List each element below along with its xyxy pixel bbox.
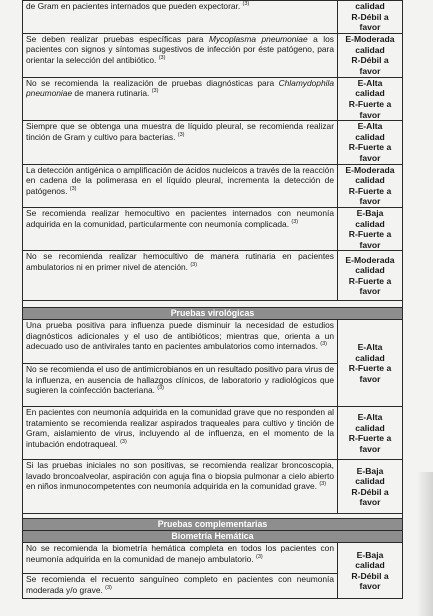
evidence-line: favor	[359, 109, 381, 120]
text-fragment: No se recomienda el uso de antimicrobianos en un resultado positivo para virus de la influenza, en ausencia de hallazgos clínicos, de laboratorio y radiológicos que sugieren la coinfección bacteriana.	[26, 364, 334, 396]
evidence-line: R-Fuerte a	[348, 185, 392, 196]
recommendation-row	[23, 407, 403, 460]
recommendation-row	[23, 543, 403, 574]
evidence-line: E-Moderada	[345, 254, 395, 265]
reference-marker: (3)	[177, 131, 185, 138]
text-fragment: de manera rutinaria.	[72, 88, 152, 99]
evidence-line: R-Fuerte a	[348, 433, 392, 444]
evidence-line: calidad	[355, 476, 385, 487]
page-edge-shadow	[417, 472, 433, 616]
evidence-grade	[338, 77, 403, 120]
section-header-row	[23, 531, 403, 543]
text-fragment: Se deben realizar pruebas específicas para	[26, 33, 209, 44]
recommendation-text	[23, 207, 338, 250]
section-title: Pruebas virológicas	[23, 308, 403, 320]
evidence-line: E-Baja	[356, 465, 384, 476]
text-fragment: En pacientes con neumonía adquirida en la comunidad grave que no responden al tratamiento se recomienda realizar aspirados traqueales para cultivo y tinción de Gram, aislamiento de virus, incluyendo al de influenza, en el momento de la intubación endotraqueal.	[26, 407, 334, 450]
text-fragment: a los pacientes con signos y síntomas sugestivos de infección por éste patógeno, para orientar la selección del antibiótico.	[26, 33, 334, 65]
recommendation-text	[23, 33, 338, 77]
evidence-line: calidad	[355, 44, 385, 55]
text-fragment: Siempre que se obtenga una muestra de líquido pleural, se recomienda realizar tinción de Gram y cultivo para bacterias.	[26, 121, 334, 142]
reference-marker: (3)	[151, 88, 159, 95]
evidence-line: calidad	[355, 175, 385, 186]
reference-marker: (3)	[291, 218, 299, 225]
section-title: Biometría Hemática	[23, 531, 403, 543]
evidence-line: R-Débil a	[351, 486, 389, 497]
recommendation-row	[23, 320, 403, 364]
evidence-line: favor	[359, 286, 381, 297]
evidence-line: calidad	[355, 265, 385, 276]
recommendations-body	[23, 1, 403, 599]
reference-marker: (3)	[158, 55, 166, 62]
text-fragment: Si las pruebas iniciales no son positivas, se recomienda realizar broncoscopia, lavado broncoalveolar, aspiración con aguja fina o biopsia pulmonar a cielo abierto en niños inmunocompetentes con neumonía adquirida en la comunidad grave.	[26, 460, 334, 492]
evidence-line: calidad	[355, 352, 385, 363]
reference-marker: (3)	[105, 585, 112, 592]
evidence-line: E-Moderada	[345, 34, 395, 45]
text-fragment: No se recomienda realizar hemocultivo de manera rutinaria en pacientes ambulatorios ni en primer nivel de atención.	[26, 251, 334, 272]
evidence-line: R-Débil a	[351, 11, 389, 22]
spacer-cell	[23, 301, 403, 308]
evidence-line: calidad	[355, 1, 385, 11]
text-fragment: Se recomienda el recuento sanguíneo completo en pacientes con neumonía moderada y/o grave.	[26, 574, 334, 595]
evidence-grade	[338, 407, 403, 460]
evidence-grade	[338, 460, 403, 514]
evidence-line: R-Débil a	[351, 55, 389, 66]
evidence-line: favor	[359, 239, 381, 250]
text-fragment: La detección antigénica o amplificación de ácidos nucleicos a través de la reacción en cadena de la polimerasa en el líquido pleural, incrementa la detección de patógenos.	[26, 164, 334, 196]
reference-marker: (3)	[319, 481, 327, 488]
evidence-line: calidad	[355, 88, 385, 99]
evidence-grade	[338, 251, 403, 301]
recommendation-row	[23, 207, 403, 250]
evidence-grade	[338, 164, 403, 207]
section-header-row	[23, 308, 403, 320]
evidence-line: favor	[359, 22, 381, 33]
reference-marker: (3)	[69, 185, 77, 192]
evidence-grade	[338, 121, 403, 164]
text-fragment: Se recomienda realizar hemocultivo en pacientes internados con neumonía adquirida en la comunidad, particularmente con neumonía complicada.	[26, 207, 334, 229]
recommendation-row	[23, 1, 403, 34]
evidence-grade	[338, 33, 403, 77]
reference-marker: (3)	[120, 439, 127, 446]
reference-marker: (3)	[320, 341, 327, 348]
evidence-line: E-Baja	[356, 207, 384, 218]
evidence-line: calidad	[355, 422, 385, 433]
evidence-line: favor	[359, 65, 381, 76]
recommendation-text	[23, 1, 338, 34]
section-header-row	[23, 519, 403, 531]
evidence-line: R-Débil a	[351, 570, 389, 581]
recommendation-row	[23, 460, 403, 514]
recommendation-row	[23, 77, 403, 120]
table-spacer-row	[23, 301, 403, 308]
organism-name: Chlamydophila pneumoniae	[26, 77, 334, 99]
recommendation-text	[23, 543, 338, 574]
evidence-grade	[338, 1, 403, 34]
reference-marker: (3)	[157, 385, 165, 392]
recommendation-text	[23, 574, 338, 599]
recommendation-text	[23, 407, 338, 460]
evidence-grade	[338, 320, 403, 407]
recommendation-text	[23, 77, 338, 120]
recommendation-text	[23, 364, 338, 407]
evidence-line: E-Alta	[357, 412, 383, 423]
recommendation-text	[23, 121, 338, 164]
organism-name: Mycoplasma pneumoniae	[208, 33, 308, 44]
evidence-line: R-Fuerte a	[348, 275, 392, 286]
recommendation-text	[23, 251, 338, 301]
evidence-line: E-Alta	[357, 121, 383, 132]
text-fragment: No se recomienda la biometría hemática completa en todos los pacientes con neumonía adquirida en la comunidad de manejo ambulatorio.	[26, 543, 334, 564]
evidence-line: R-Fuerte a	[348, 363, 392, 374]
evidence-line: favor	[359, 443, 381, 454]
evidence-line: R-Fuerte a	[348, 142, 392, 153]
evidence-line: favor	[359, 581, 381, 592]
text-fragment: Una prueba positiva para influenza puede disminuir la necesidad de estudios diagnósticos adicionales y el uso de antibióticos; mientras que, orienta a un adecuado uso de antivirales tanto en pacientes ambulatorios como internados.	[26, 320, 334, 352]
evidence-grade	[338, 543, 403, 599]
evidence-line: calidad	[355, 560, 385, 571]
evidence-line: E-Moderada	[345, 164, 395, 175]
recommendation-row	[23, 33, 403, 77]
evidence-grade	[338, 207, 403, 250]
reference-marker: (3)	[242, 1, 250, 8]
recommendation-row	[23, 251, 403, 301]
reference-marker: (3)	[190, 262, 198, 269]
evidence-line: calidad	[355, 131, 385, 142]
recommendation-text	[23, 320, 338, 364]
evidence-line: calidad	[355, 218, 385, 229]
recommendation-text	[23, 164, 338, 207]
evidence-line: E-Alta	[357, 77, 383, 88]
reference-marker: (3)	[256, 554, 263, 561]
evidence-line: R-Fuerte a	[348, 229, 392, 240]
recommendations-table	[22, 0, 403, 599]
recommendation-text	[23, 460, 338, 514]
text-fragment: de Gram en pacientes internados que pueden expectorar.	[26, 1, 243, 11]
evidence-line: favor	[359, 373, 381, 384]
evidence-line: E-Baja	[356, 549, 384, 560]
section-title: Pruebas complementarias	[23, 519, 403, 531]
evidence-line: favor	[359, 152, 381, 163]
text-fragment: No se recomienda la realización de pruebas diagnósticas para	[26, 77, 279, 88]
evidence-line: R-Fuerte a	[348, 98, 392, 109]
recommendation-row	[23, 164, 403, 207]
evidence-line: favor	[359, 497, 381, 508]
evidence-line: favor	[359, 196, 381, 207]
evidence-line: E-Alta	[357, 342, 383, 353]
recommendation-row	[23, 121, 403, 164]
